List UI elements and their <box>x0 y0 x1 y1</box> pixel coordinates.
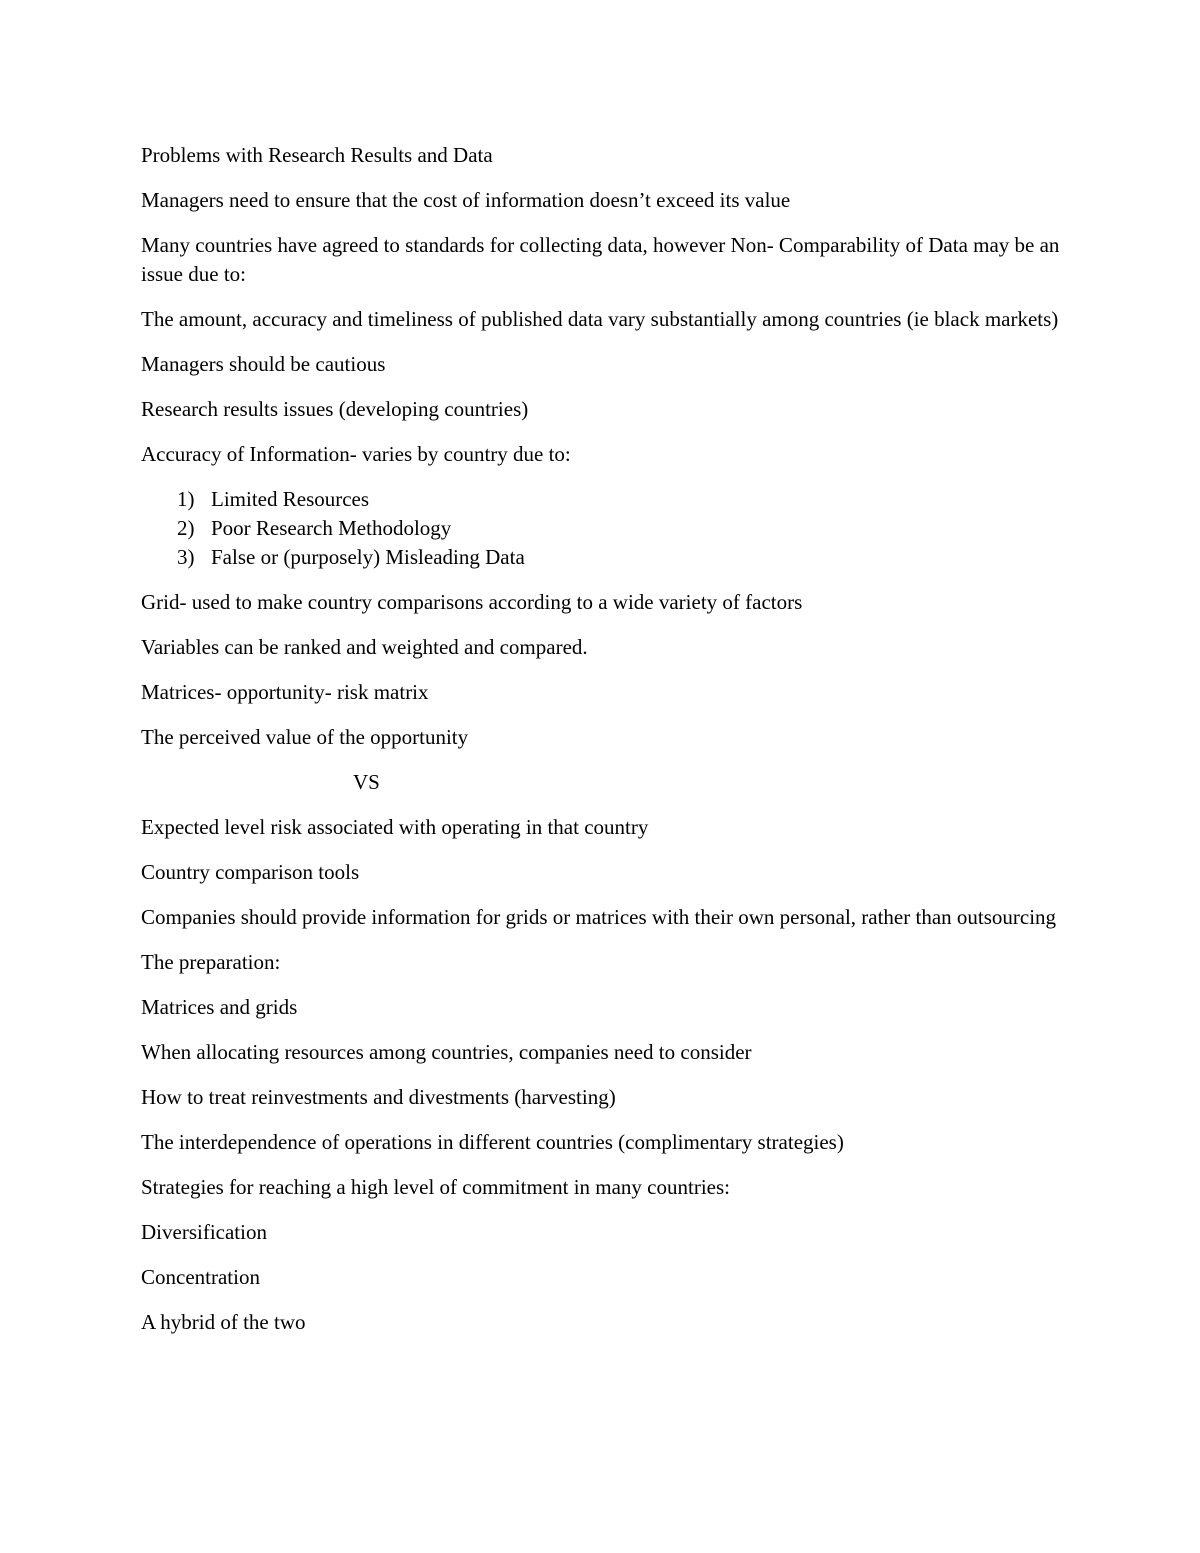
list-item-number: 1) <box>177 487 195 511</box>
list-item <box>141 485 1061 514</box>
paragraph: The interdependence of operations in different countries (complimentary strategies) <box>141 1130 844 1154</box>
paragraph: Variables can be ranked and weighted and compared. <box>141 635 588 659</box>
paragraph: Many countries have agreed to standards for collecting data, however Non- Comparability of Data may be an issue due to: <box>141 233 1060 286</box>
paragraph: Strategies for reaching a high level of commitment in many countries: <box>141 1175 730 1199</box>
paragraph: Grid- used to make country comparisons according to a wide variety of factors <box>141 590 803 614</box>
paragraph: The amount, accuracy and timeliness of published data vary substantially among countries (ie black markets) <box>141 307 1059 331</box>
list-item-number: 3) <box>177 545 195 569</box>
paragraph: The perceived value of the opportunity <box>141 725 469 749</box>
paragraph: Managers need to ensure that the cost of information doesn’t exceed its value <box>141 188 791 212</box>
numbered-list <box>141 485 1061 572</box>
list-item <box>141 543 1061 572</box>
paragraph: Expected level risk associated with operating in that country <box>141 815 649 839</box>
paragraph: A hybrid of the two <box>141 1310 306 1334</box>
paragraph: Country comparison tools <box>141 860 360 884</box>
list-item <box>141 514 1061 543</box>
paragraph: Managers should be cautious <box>141 352 386 376</box>
paragraph: Companies should provide information for grids or matrices with their own personal, rather than outsourcing <box>141 905 1057 929</box>
paragraph: How to treat reinvestments and divestments (harvesting) <box>141 1085 616 1109</box>
paragraph: Concentration <box>141 1265 260 1289</box>
paragraph: Accuracy of Information- varies by country due to: <box>141 442 571 466</box>
paragraph: Diversification <box>141 1220 267 1244</box>
paragraph: Matrices and grids <box>141 995 298 1019</box>
list-item-text: Limited Resources <box>211 487 370 511</box>
vs-label: VS <box>353 770 380 794</box>
document-body <box>141 141 1061 1353</box>
paragraph: When allocating resources among countries, companies need to consider <box>141 1040 752 1064</box>
paragraph: Matrices- opportunity- risk matrix <box>141 680 429 704</box>
paragraph: Research results issues (developing countries) <box>141 397 529 421</box>
paragraph: The preparation: <box>141 950 281 974</box>
list-item-text: False or (purposely) Misleading Data <box>211 545 525 569</box>
list-item-number: 2) <box>177 516 195 540</box>
paragraph-heading: Problems with Research Results and Data <box>141 143 493 167</box>
list-item-text: Poor Research Methodology <box>211 516 452 540</box>
